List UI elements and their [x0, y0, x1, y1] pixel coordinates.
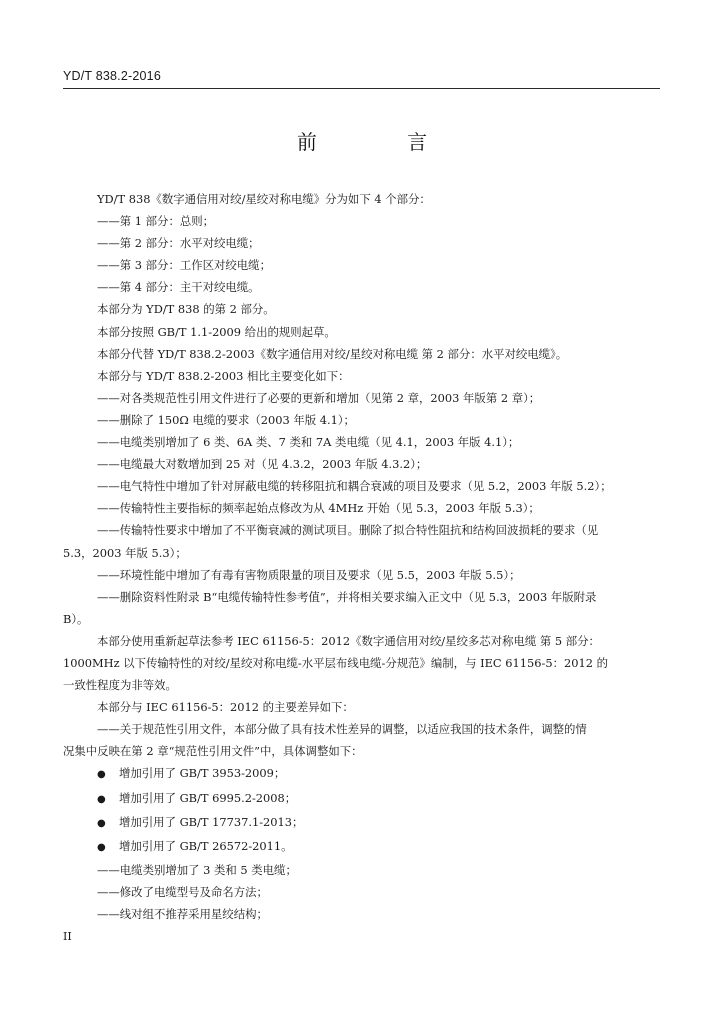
paragraph: 本部分代替 YD/T 838.2-2003《数字通信用对绞/星绞对称电缆 第 2 部分：水平对绞电缆》。	[97, 346, 568, 361]
list-item: ——环境性能中增加了有毒有害物质限量的项目及要求（见 5.5，2003 年版 5.5）；	[97, 567, 521, 582]
bullet-text: 增加引用了 GB/T 17737.1-2013；	[119, 814, 304, 829]
paragraph: YD/T 838《数字通信用对绞/星绞对称电缆》分为如下 4 个部分：	[97, 192, 431, 206]
list-item-continuation: B）。	[63, 611, 89, 626]
list-item: ——删除了 150Ω 电缆的要求（2003 年版 4.1）；	[97, 412, 355, 427]
standard-code: YD/T 838.2-2016	[63, 69, 161, 83]
list-item: ——电缆类别增加了 6 类、6A 类、7 类和 7A 类电缆（见 4.1，2003 年版 4.1）；	[97, 435, 520, 450]
list-item: ——关于规范性引用文件，本部分做了具有技术性差异的调整，以适应我国的技术条件，调整的情	[97, 722, 587, 737]
list-item: ——电气特性中增加了针对屏蔽电缆的转移阻抗和耦合衰减的项目及要求（见 5.2，2003 年版 5.2）；	[97, 479, 612, 494]
list-item: ——第 3 部分：工作区对绞电缆；	[97, 258, 271, 273]
list-item: ——第 2 部分：水平对绞电缆；	[97, 236, 260, 251]
bullet-item	[97, 835, 659, 859]
bullet-item	[97, 787, 659, 811]
bullet-icon: ●	[97, 817, 106, 829]
bullet-item	[97, 811, 659, 835]
paragraph: 本部分为 YD/T 838 的第 2 部分。	[97, 302, 275, 317]
paragraph-continuation: 一致性程度为非等效。	[63, 678, 177, 693]
list-item: ——第 1 部分：总则；	[97, 214, 215, 229]
bullet-icon: ●	[97, 793, 106, 805]
list-item: ——修改了电缆型号及命名方法；	[97, 884, 268, 899]
bullet-icon: ●	[97, 841, 106, 853]
list-item-continuation: 5.3，2003 年版 5.3）；	[63, 545, 187, 560]
header-rule	[63, 88, 660, 89]
list-item: ——传输特性要求中增加了不平衡衰减的测试项目。删除了拟合特性阻抗和结构回波损耗的要求（见	[97, 523, 599, 538]
bullet-text: 增加引用了 GB/T 26572-2011。	[119, 838, 293, 853]
foreword-body	[63, 188, 659, 925]
bullet-icon: ●	[97, 769, 106, 781]
paragraph: 本部分按照 GB/T 1.1-2009 给出的规则起草。	[97, 324, 336, 339]
list-item: ——删除资料性附录 B“电缆传输特性参考值”，并将相关要求编入正文中（见 5.3，2003 年版附录	[97, 589, 597, 604]
list-item: ——电缆最大对数增加到 25 对（见 4.3.2，2003 年版 4.3.2）；	[97, 457, 428, 472]
page-title: 前 言	[296, 130, 470, 154]
list-item: ——线对组不推荐采用星绞结构；	[97, 907, 268, 921]
bullet-text: 增加引用了 GB/T 3953-2009；	[119, 766, 286, 781]
list-item-continuation: 况集中反映在第 2 章“规范性引用文件”中，具体调整如下：	[63, 744, 363, 759]
bullet-item	[97, 762, 659, 786]
list-item: ——第 4 部分：主干对绞电缆。	[97, 280, 260, 295]
page-number: II	[63, 930, 72, 943]
list-item: ——对各类规范性引用文件进行了必要的更新和增加（见第 2 章，2003 年版第 2 章）；	[97, 390, 541, 405]
paragraph: 本部分与 YD/T 838.2-2003 相比主要变化如下：	[97, 368, 350, 383]
bullet-text: 增加引用了 GB/T 6995.2-2008；	[119, 790, 297, 805]
paragraph-continuation: 1000MHz 以下传输特性的对绞/星绞对称电缆-水平层布线电缆-分规范》编制，与 IEC 61156-5：2012 的	[63, 655, 608, 670]
paragraph: 本部分使用重新起草法参考 IEC 61156-5：2012《数字通信用对绞/星绞多芯对称电缆 第 5 部分：	[97, 633, 600, 648]
list-item: ——传输特性主要指标的频率起始点修改为从 4MHz 开始（见 5.3，2003 年版 5.3）；	[97, 501, 540, 516]
paragraph: 本部分与 IEC 61156-5：2012 的主要差异如下：	[97, 700, 354, 715]
list-item: ——电缆类别增加了 3 类和 5 类电缆；	[97, 862, 297, 877]
